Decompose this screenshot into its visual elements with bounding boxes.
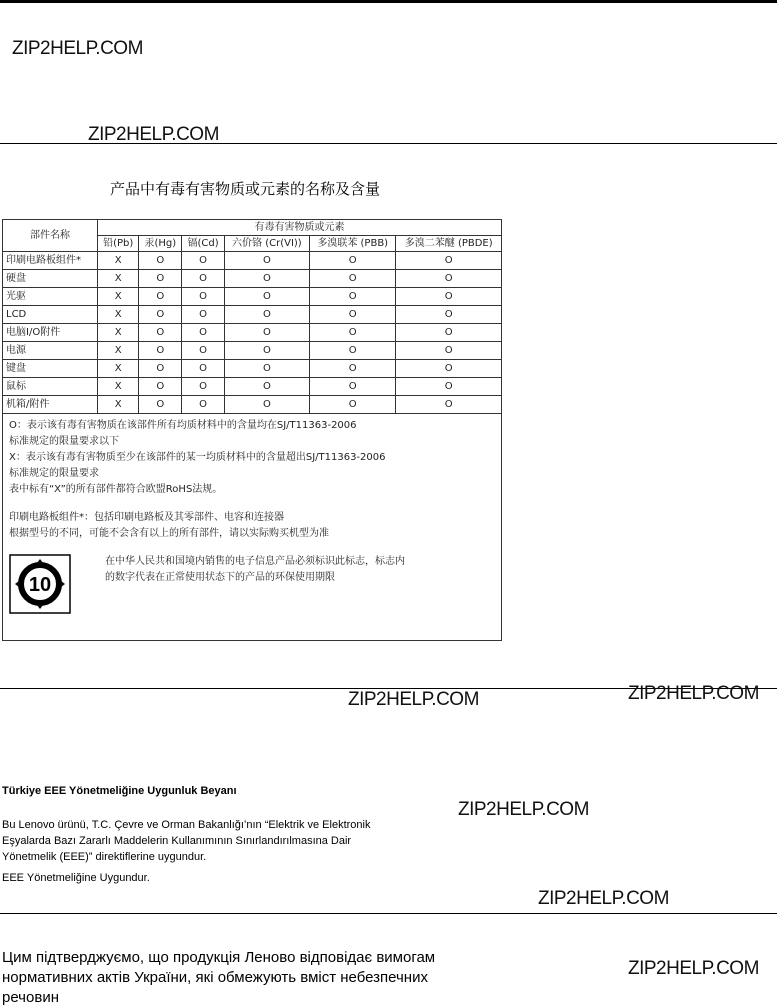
value-cell: O — [139, 270, 182, 288]
value-cell: O — [182, 306, 224, 324]
note-line: 表中标有“X”的所有部件都符合欧盟RoHS法规。 — [9, 484, 223, 495]
ukraine-declaration: Цим підтверджуємо, що продукція Леново відповідає вимогам нормативних актів України, які обмежують вміст небезпечних речовин — [2, 949, 436, 1006]
value-cell: X — [98, 252, 139, 270]
column-header: 六价铬 (Cr(VI)) — [224, 236, 309, 252]
value-cell: O — [139, 252, 182, 270]
section-divider — [0, 913, 777, 914]
value-cell: X — [98, 378, 139, 396]
efup-number: 10 — [28, 574, 52, 596]
part-name-cell: 电脑I/O附件 — [3, 324, 98, 342]
note-line: 根据型号的不同，可能不会含有以上的所有部件，请以实际购买机型为准 — [9, 528, 329, 539]
note-line: 标准规定的限量要求以下 — [9, 436, 119, 447]
value-cell: O — [139, 306, 182, 324]
efup-text-line: 的数字代表在正常使用状态下的产品的环保使用期限 — [105, 572, 335, 583]
value-cell: O — [310, 396, 396, 414]
value-cell: X — [98, 324, 139, 342]
value-cell: O — [396, 306, 502, 324]
value-cell: O — [396, 324, 502, 342]
table-notes — [9, 418, 495, 614]
value-cell: O — [182, 288, 224, 306]
value-cell: X — [98, 342, 139, 360]
value-cell: O — [224, 252, 309, 270]
value-cell: O — [139, 324, 182, 342]
value-cell: O — [310, 342, 396, 360]
table-row — [3, 342, 502, 360]
value-cell: X — [98, 306, 139, 324]
value-cell: O — [396, 342, 502, 360]
column-header: 镉(Cd) — [182, 236, 224, 252]
hazardous-substances-table — [2, 219, 502, 641]
value-cell: X — [98, 360, 139, 378]
value-cell: O — [182, 252, 224, 270]
watermark: ZIP2HELP.COM — [538, 888, 669, 909]
value-cell: O — [224, 342, 309, 360]
value-cell: X — [98, 396, 139, 414]
watermark: ZIP2HELP.COM — [458, 799, 589, 820]
substances-group-header: 有毒有害物质或元素 — [98, 220, 502, 236]
value-cell: O — [310, 378, 396, 396]
top-border — [0, 0, 777, 3]
value-cell: O — [182, 360, 224, 378]
efup-description — [105, 554, 405, 586]
table-row — [3, 288, 502, 306]
value-cell: X — [98, 288, 139, 306]
value-cell: O — [396, 270, 502, 288]
table-notes-cell — [3, 414, 502, 641]
table-row — [3, 324, 502, 342]
value-cell: O — [182, 270, 224, 288]
column-header: 铅(Pb) — [98, 236, 139, 252]
value-cell: X — [98, 270, 139, 288]
value-cell: O — [224, 360, 309, 378]
part-name-cell: 硬盘 — [3, 270, 98, 288]
value-cell: O — [139, 342, 182, 360]
value-cell: O — [139, 378, 182, 396]
value-cell: O — [310, 306, 396, 324]
turkey-compliance-statement: EEE Yönetmeliğine Uygundur. — [2, 872, 150, 884]
value-cell: O — [310, 288, 396, 306]
value-cell: O — [396, 360, 502, 378]
note-line: 标准规定的限量要求 — [9, 468, 99, 479]
value-cell: O — [310, 270, 396, 288]
value-cell: O — [396, 288, 502, 306]
value-cell: O — [224, 288, 309, 306]
part-name-cell: 电源 — [3, 342, 98, 360]
column-header: 多溴二苯醚 (PBDE) — [396, 236, 502, 252]
turkey-declaration-title: Türkiye EEE Yönetmeliğine Uygunluk Beyanı — [2, 785, 237, 797]
table-row — [3, 396, 502, 414]
value-cell: O — [224, 306, 309, 324]
china-rohs-heading: 产品中有毒有害物质或元素的名称及含量 — [110, 180, 381, 198]
part-name-cell: 机箱/附件 — [3, 396, 98, 414]
efup-logo-icon — [9, 554, 71, 614]
part-name-cell: 键盘 — [3, 360, 98, 378]
watermark: ZIP2HELP.COM — [12, 38, 143, 59]
column-header: 多溴联苯 (PBB) — [310, 236, 396, 252]
table-row — [3, 378, 502, 396]
value-cell: O — [224, 270, 309, 288]
table-row — [3, 306, 502, 324]
part-name-cell: 印刷电路板组件* — [3, 252, 98, 270]
value-cell: O — [139, 360, 182, 378]
part-name-header: 部件名称 — [3, 220, 98, 252]
watermark: ZIP2HELP.COM — [628, 958, 759, 979]
value-cell: O — [310, 360, 396, 378]
value-cell: O — [182, 396, 224, 414]
value-cell: O — [396, 252, 502, 270]
table-row — [3, 252, 502, 270]
note-line: 印刷电路板组件*：包括印刷电路板及其零部件、电容和连接器 — [9, 512, 284, 523]
part-name-cell: LCD — [3, 306, 98, 324]
value-cell: O — [396, 378, 502, 396]
value-cell: O — [182, 378, 224, 396]
value-cell: O — [139, 396, 182, 414]
value-cell: O — [310, 324, 396, 342]
watermark: ZIP2HELP.COM — [348, 689, 479, 710]
watermark: ZIP2HELP.COM — [628, 683, 759, 704]
column-header: 汞(Hg) — [139, 236, 182, 252]
table-row — [3, 360, 502, 378]
value-cell: O — [139, 288, 182, 306]
efup-block — [9, 554, 495, 614]
value-cell: O — [224, 324, 309, 342]
watermark: ZIP2HELP.COM — [88, 124, 219, 145]
value-cell: O — [182, 324, 224, 342]
note-line: X：表示该有毒有害物质至少在该部件的某一均质材料中的含量超出SJ/T11363-2006 — [9, 452, 386, 463]
value-cell: O — [396, 396, 502, 414]
value-cell: O — [224, 396, 309, 414]
table-row — [3, 270, 502, 288]
part-name-cell: 鼠标 — [3, 378, 98, 396]
value-cell: O — [224, 378, 309, 396]
part-name-cell: 光驱 — [3, 288, 98, 306]
value-cell: O — [310, 252, 396, 270]
note-line: O：表示该有毒有害物质在该部件所有均质材料中的含量均在SJ/T11363-2006 — [9, 420, 357, 431]
turkey-declaration-body: Bu Lenovo ürünü, T.C. Çevre ve Orman Bakanlığı’nın “Elektrik ve Elektronik Eşyalarda Bazı Zararlı Maddelerin Kullanımının Sınırlandırılmasına Dair Yönetmelik (EEE)” direktiflerine uygundur. — [2, 819, 371, 863]
value-cell: O — [182, 342, 224, 360]
efup-text-line: 在中华人民共和国境内销售的电子信息产品必须标识此标志，标志内 — [105, 556, 405, 567]
